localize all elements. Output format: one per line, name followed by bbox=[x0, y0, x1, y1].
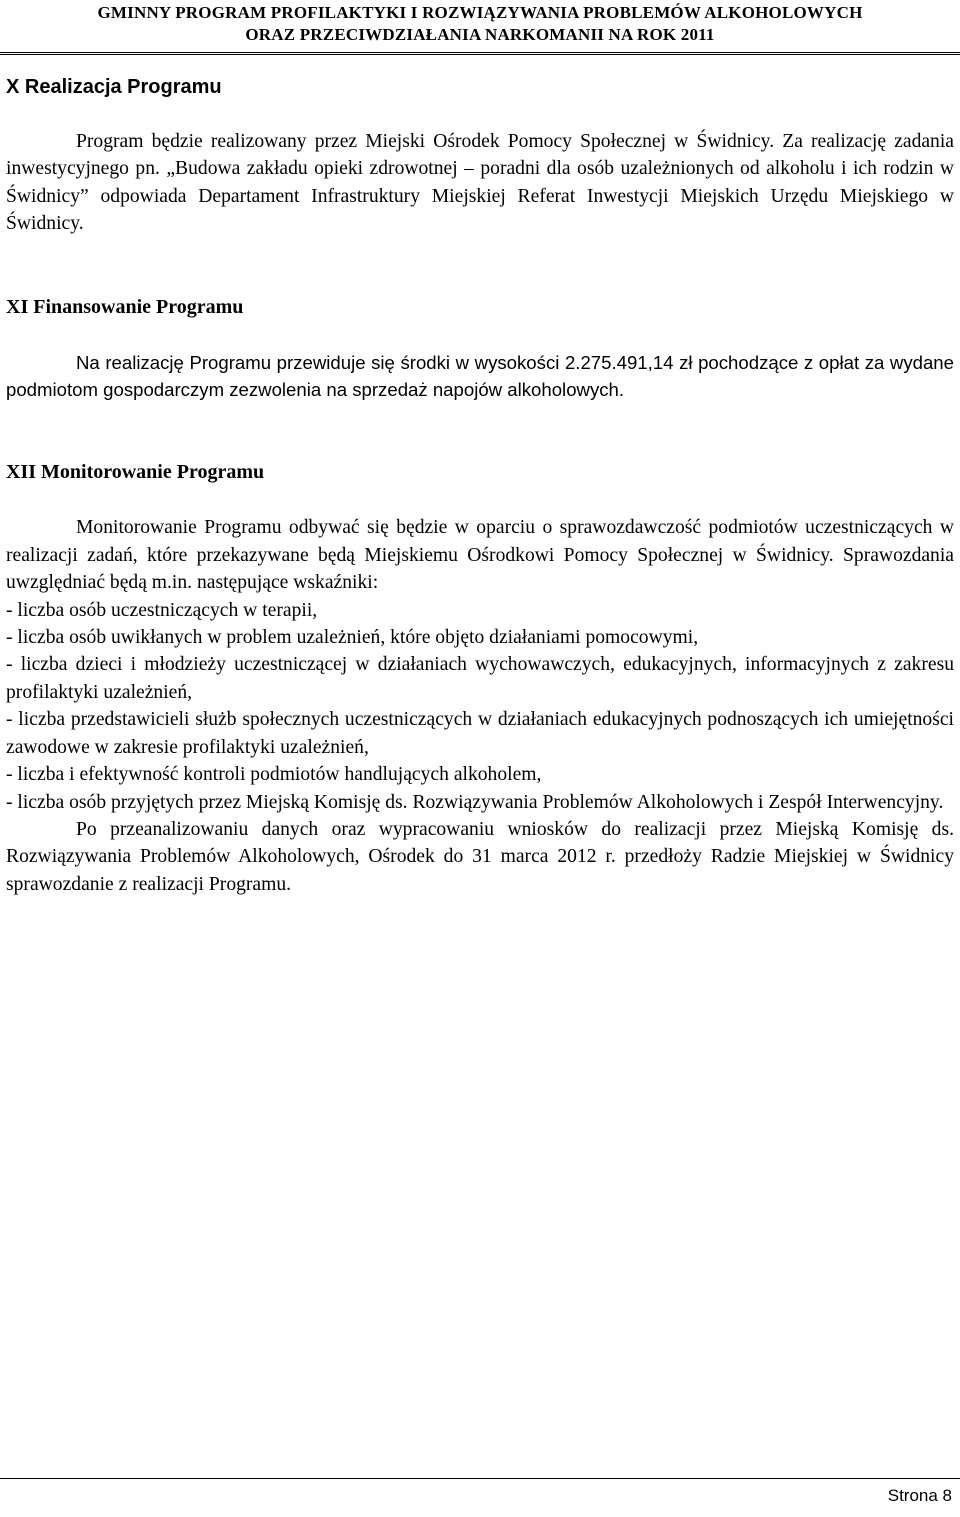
list-item: - liczba osób przyjętych przez Miejską Komisję ds. Rozwiązywania Problemów Alkoholowych i Zespół Interwencyjny. bbox=[6, 791, 944, 813]
section-realizacja bbox=[6, 74, 954, 238]
section-paragraph: Program będzie realizowany przez Miejski Ośrodek Pomocy Społecznej w Świdnicy. Za realizację zadania inwestycyjnego pn. „Budowa zakładu opieki zdrowotnej – poradni dla osób uzależnionych od alkoholu i ich rodzin w Świdnicy” odpowiada Departament Infrastruktury Miejskiej Referat Inwestycji Miejskich Urzędu Miejskiego w Świdnicy. bbox=[6, 131, 954, 235]
list-item: - liczba osób uwikłanych w problem uzależnień, które objęto działaniami pomocowymi, bbox=[6, 627, 699, 649]
section-title: XII Monitorowanie Programu bbox=[6, 461, 265, 484]
section-paragraph: Na realizację Programu przewiduje się środki w wysokości 2.275.491,14 zł pochodzące z opłat za wydane podmiotom gospodarczym zezwolenia na sprzedaż napojów alkoholowych. bbox=[6, 351, 954, 401]
section-title: X Realizacja Programu bbox=[6, 76, 222, 98]
closing-paragraph: Po przeanalizowaniu danych oraz wypracowaniu wniosków do realizacji przez Miejską Komisję ds. Rozwiązywania Problemów Alkoholowych, Ośrodek do 31 marca 2012 r. przedłoży Radzie Miejskiej w Świdnicy sprawozdanie z realizacji Programu. bbox=[6, 818, 954, 895]
footer-divider bbox=[0, 1478, 960, 1479]
section-paragraph: Monitorowanie Programu odbywać się będzie w oparciu o sprawozdawczość podmiotów uczestniczących w realizacji zadań, które przekazywane będą Miejskiemu Ośrodkowi Pomocy Społecznej w Świdnicy. Sprawozdania uwzględniać będą m.in. następujące wskaźniki: bbox=[6, 517, 954, 594]
list-item: - liczba osób uczestniczących w terapii, bbox=[6, 599, 318, 621]
list-item: - liczba dzieci i młodzieży uczestniczącej w działaniach wychowawczych, edukacyjnych, informacyjnych z zakresu profilaktyki uzależnień, bbox=[6, 654, 954, 703]
page-number: Strona 8 bbox=[887, 1486, 952, 1505]
header-divider bbox=[0, 52, 960, 55]
indicator-list bbox=[6, 597, 954, 816]
section-title: XI Finansowanie Programu bbox=[6, 295, 244, 318]
header-line-1: GMINNY PROGRAM PROFILAKTYKI I ROZWIĄZYWANIA PROBLEMÓW ALKOHOLOWYCH bbox=[97, 3, 863, 22]
section-monitorowanie bbox=[6, 459, 954, 898]
list-item: - liczba przedstawicieli służb społecznych uczestniczących w działaniach edukacyjnych podnoszących ich umiejętności zawodowe w zakresie profilaktyki uzależnień, bbox=[6, 709, 954, 758]
list-item: - liczba i efektywność kontroli podmiotów handlujących alkoholem, bbox=[6, 764, 542, 786]
section-finansowanie bbox=[6, 294, 954, 404]
document-header bbox=[0, 2, 960, 46]
header-line-2: ORAZ PRZECIWDZIAŁANIA NARKOMANII NA ROK 2011 bbox=[245, 25, 715, 44]
document-body bbox=[6, 74, 954, 898]
